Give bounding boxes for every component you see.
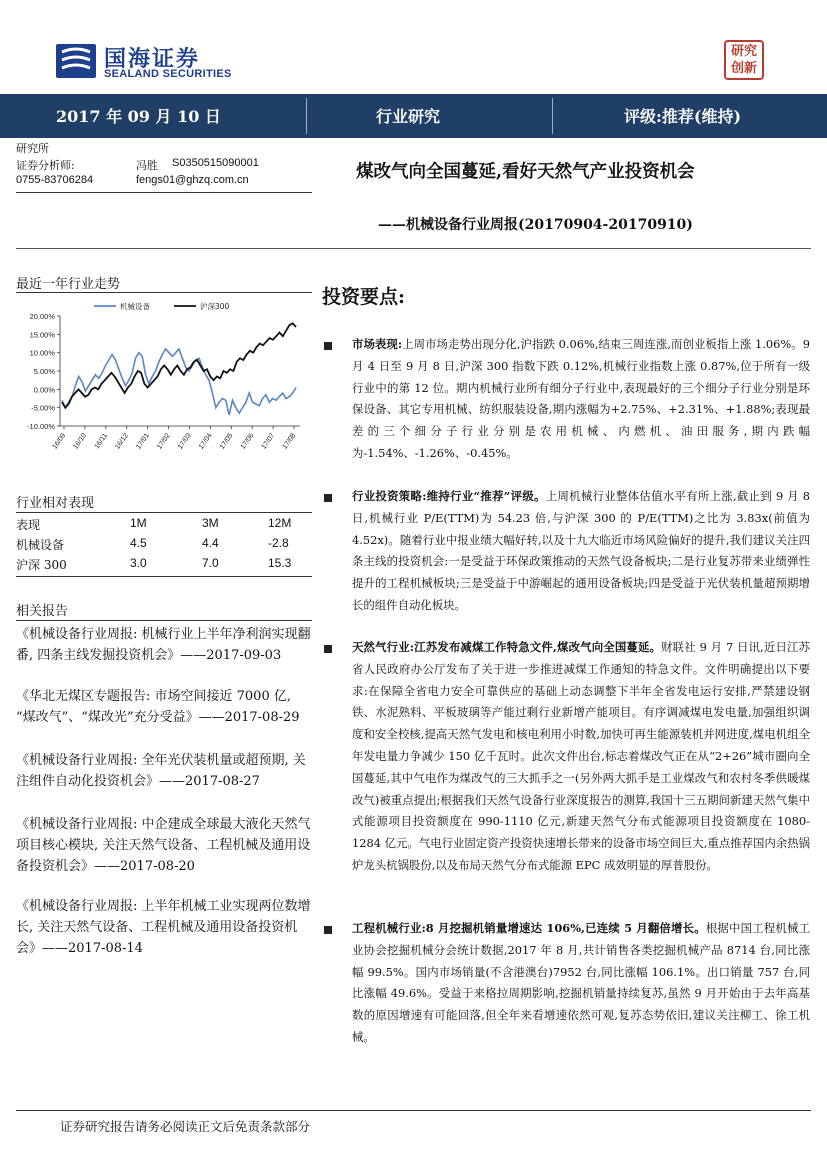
table-cell: 7.0 xyxy=(202,556,219,570)
research-seal-logo: 研究 创新 xyxy=(724,40,764,80)
table-cell: -2.8 xyxy=(268,536,289,550)
x-tick-label: 17/03 xyxy=(176,432,193,451)
invest-point-body: 财联社 9 月 7 日讯,近日江苏省人民政府办公厅发布了关于进一步推进减煤工作通知的特急文件。文件明确提出以下要求:在保障全省电力安全可靠供应的基础上动态调整下半年全省发电运行安排,严禁建设钢铁、水泥熟料、平板玻璃等产能过剩行业新增产能项目。有序调减煤电发电量,加强组织调度和安全校核,提高天然气发电和核电利用小时数,加快可再生能源装机并网进度,煤电机组全年发电量力争减少 150 亿千瓦时。此次文件出台,标志着煤改气正在从“2+26”城市圈向全国蔓延,其中气电作为煤改气的三大抓手之一(另外两大抓手是工业煤改气和农村冬季供暖煤改气)被重点提出;根据我们天然气设备行业深度报告的测算,我国十三五期间新建天然气集中式能源项目投资额度在 990-1110 亿元,新建天然气分布式能源项目投资额度在 1080-1284 亿元。气电行业固定资产投资快速增长带来的设备市场空间巨大,重点推荐国内余热锅炉龙头杭锅股份,以及布局天然气分布式能源 EPC 成效明显的厚普股份。 xyxy=(352,640,810,872)
report-rating: 评级:推荐(维持) xyxy=(624,107,742,126)
x-tick-label: 17/02 xyxy=(156,432,172,451)
invest-point-machinery xyxy=(352,918,810,1049)
invest-point-gas xyxy=(352,637,810,877)
x-tick-label: 17/07 xyxy=(260,432,277,451)
invest-point-body: 根据中国工程机械工业协会挖掘机械分会统计数据,2017 年 8 月,共计销售各类挖掘机械产品 8714 台,同比涨幅 99.5%。国内市场销量(不含港澳台)7952 台,同比涨幅 106.1%。出口销量 757 台,同比涨幅 49.6%。受益于来格拉周期影响,挖掘机销量持续复苏,虽然 9 月开始由于去年高基数的原因增速有可能回落,但全年来看增速依然可观,复苏态势依旧,建议关注柳工、徐工机械。 xyxy=(352,921,810,1044)
y-tick-label: 10.00% xyxy=(29,348,55,358)
institute-label: 研究所 xyxy=(16,142,49,155)
divider xyxy=(16,512,312,513)
series-line-csi300 xyxy=(62,323,296,407)
related-report-item[interactable]: 《机械设备行业周报: 中企建成全球最大液化天然气项目核心模块, 关注天然气设备、工程机械及通用设备投资机会》——2017-08-20 xyxy=(16,817,311,874)
invest-point-body: 上周机械行业整体估值水平有所上涨,截止到 9 月 8 日,机械行业 P/E(TTM)为 54.23 倍,与沪深 300 的 P/E(TTM)之比为 3.83x(前值为 4.52x)。随着行业中报业绩大幅好转,以及十九大临近市场风险偏好的提升,我们建议关注四条主线的投资机会:一是受益于环保政策推动的天然气设备板块;二是行业复苏带来业绩弹性提升的工程机械板块;三是受益于中游崛起的通用设备板块;四是受益于光伏装机量超预期增长的组件自动化板块。 xyxy=(352,489,811,612)
table-cell: 3.0 xyxy=(130,556,147,570)
x-tick-label: 17/06 xyxy=(239,432,256,451)
x-tick-label: 16/09 xyxy=(51,432,68,451)
report-date: 2017 年 09 月 10 日 xyxy=(56,107,221,126)
invest-point-lead: 工程机械行业:8 月挖掘机销量增速达 106%,已连续 5 月翻倍增长。 xyxy=(352,921,706,935)
x-tick-label: 17/08 xyxy=(281,432,298,451)
divider xyxy=(16,248,811,249)
table-cell: 机械设备 xyxy=(16,538,65,552)
bullet-icon xyxy=(324,645,332,653)
y-tick-label: -10.00% xyxy=(27,422,55,431)
company-name-cn: 国海证券 xyxy=(104,47,201,72)
table-header-cell: 表现 xyxy=(16,518,41,532)
y-tick-label: 5.00% xyxy=(33,367,55,376)
divider xyxy=(16,192,312,193)
analyst-license: S0350515090001 xyxy=(172,157,259,169)
related-report-item[interactable]: 《机械设备行业周报: 全年光伏装机量或超预期, 关注组件自动化投资机会》——2017-08-27 xyxy=(16,753,306,789)
band-divider xyxy=(306,98,307,134)
analyst-name: 冯胜 xyxy=(136,159,158,172)
table-cell: 4.5 xyxy=(130,536,147,550)
divider xyxy=(16,620,312,621)
footer-divider xyxy=(16,1110,811,1111)
invest-heading: 投资要点: xyxy=(322,286,406,308)
x-tick-label: 17/01 xyxy=(135,432,151,451)
divider xyxy=(16,576,312,577)
divider xyxy=(16,292,312,293)
invest-point-lead: 天然气行业:江苏发布减煤工作特急文件,煤改气向全国蔓延。 xyxy=(352,640,662,654)
table-cell: 15.3 xyxy=(268,556,292,570)
x-tick-label: 17/05 xyxy=(218,432,235,451)
invest-point-body: 上周市场走势出现分化,沪指跌 0.06%,结束三周连涨,而创业板指上涨 1.06%。9 月 4 日至 9 月 8 日,沪深 300 指数下跌 0.12%,机械行业指数上涨 0.87%,位于所有一级行业中的第 12 位。期内机械行业所有细分子行业中,表现最好的三个细分子行业分别是环保设备、其它专用机械、纺织服装设备,期内涨幅为+2.75%、+2.31%、+1.88%;表现最差的三个细分子行业分别是农用机械、内燃机、油田服务,期内跌幅为-1.54%、-1.26%、-0.45%。 xyxy=(352,337,810,460)
y-tick-label: -5.00% xyxy=(31,403,55,413)
x-tick-label: 16/10 xyxy=(72,432,89,451)
invest-point-lead: 市场表现: xyxy=(352,337,403,351)
analyst-email: fengs01@ghzq.com.cn xyxy=(136,174,249,186)
y-tick-label: 15.00% xyxy=(29,330,55,340)
table-cell: 4.4 xyxy=(202,536,219,550)
analyst-role: 证券分析师: xyxy=(16,159,75,172)
sealand-logo-icon xyxy=(56,44,96,78)
company-name-en: SEALAND SECURITIES xyxy=(104,68,232,80)
band-divider xyxy=(552,98,553,134)
invest-point-lead: 行业投资策略:维持行业“推荐”评级。 xyxy=(352,489,546,503)
y-tick-label: 0.00% xyxy=(33,385,55,395)
x-tick-label: 17/04 xyxy=(197,432,214,451)
x-tick-label: 16/11 xyxy=(93,432,110,451)
related-heading: 相关报告 xyxy=(16,604,69,619)
bullet-icon xyxy=(324,342,332,350)
x-tick-label: 16/12 xyxy=(114,432,131,451)
table-header-cell: 12M xyxy=(268,516,292,530)
invest-point-strategy xyxy=(352,486,810,617)
performance-heading: 行业相对表现 xyxy=(16,496,95,511)
bullet-icon xyxy=(324,926,332,934)
report-subtitle: ——机械设备行业周报(20170904-20170910) xyxy=(378,217,693,233)
industry-trend-chart xyxy=(16,296,312,466)
report-category: 行业研究 xyxy=(376,107,441,126)
report-title: 煤改气向全国蔓延,看好天然气产业投资机会 xyxy=(356,162,695,182)
related-report-item[interactable]: 《机械设备行业周报: 机械行业上半年净利润实现翻番, 四条主线发掘投资机会》——2017-09-03 xyxy=(16,627,311,663)
trend-heading: 最近一年行业走势 xyxy=(16,277,121,292)
legend-label: 机械设备 xyxy=(120,302,150,311)
table-header-cell: 1M xyxy=(130,516,147,530)
footer-disclaimer: 证券研究报告请务必阅读正文后免责条款部分 xyxy=(60,1119,311,1134)
invest-point-market xyxy=(352,334,810,465)
table-header-cell: 3M xyxy=(202,516,219,530)
legend-label: 沪深300 xyxy=(200,302,230,311)
related-report-item[interactable]: 《机械设备行业周报: 上半年机械工业实现两位数增长, 关注天然气设备、工程机械及通用设备投资机会》——2017-08-14 xyxy=(16,899,311,956)
y-tick-label: 20.00% xyxy=(29,312,55,321)
related-report-item[interactable]: 《华北无煤区专题报告: 市场空间接近 7000 亿, “煤改气”、“煤改光”充分受益》——2017-08-29 xyxy=(16,689,300,725)
table-cell: 沪深 300 xyxy=(16,558,67,572)
bullet-icon xyxy=(324,494,332,502)
analyst-phone: 0755-83706284 xyxy=(16,174,94,186)
series-line-machinery xyxy=(62,349,296,415)
